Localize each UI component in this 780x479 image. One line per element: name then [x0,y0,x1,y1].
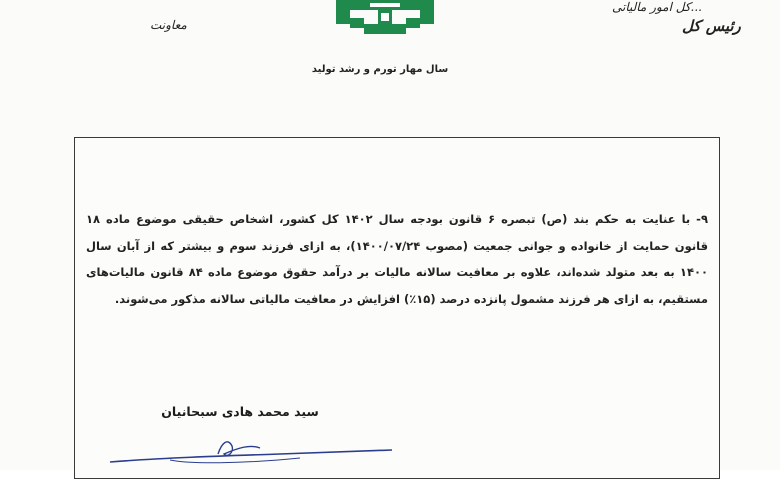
header-right-caption: رئیس کل [682,17,741,35]
tax-organization-logo [330,0,440,42]
paragraph-line: قانون حمایت از خانواده و جوانی جمعیت (مصوب ۱۴۰۰/۰۷/۲۴)، به ازای فرزند سوم و بیشتر که از آبان سال [86,238,708,253]
signer-name: سید محمد هادی سبحانیان [161,404,319,419]
paragraph-line: ۹- با عنایت به حکم بند (ص) تبصره ۶ قانون بودجه سال ۱۴۰۲ کل کشور، اشخاص حقیقی موضوع ماده ۱۸ [86,212,708,226]
header-right-title: ...کل امور مالیاتی [612,0,702,14]
handwritten-signature [100,420,400,470]
header-left-caption: معاونت [150,18,187,32]
year-slogan: سال مهار تورم و رشد تولید [311,64,449,75]
clause-paragraph [86,206,708,312]
paragraph-line: مستقیم، به ازای هر فرزند مشمول پانزده درصد (۱۵٪) افزایش در معافیت مالیاتی سالانه مذکور می‌شوند. [114,291,708,306]
paragraph-line: ۱۴۰۰ به بعد متولد شده‌اند، علاوه بر معافیت سالانه مالیات بر درآمد حقوق موضوع ماده ۸۴ قانون مالیات‌های [86,265,708,279]
